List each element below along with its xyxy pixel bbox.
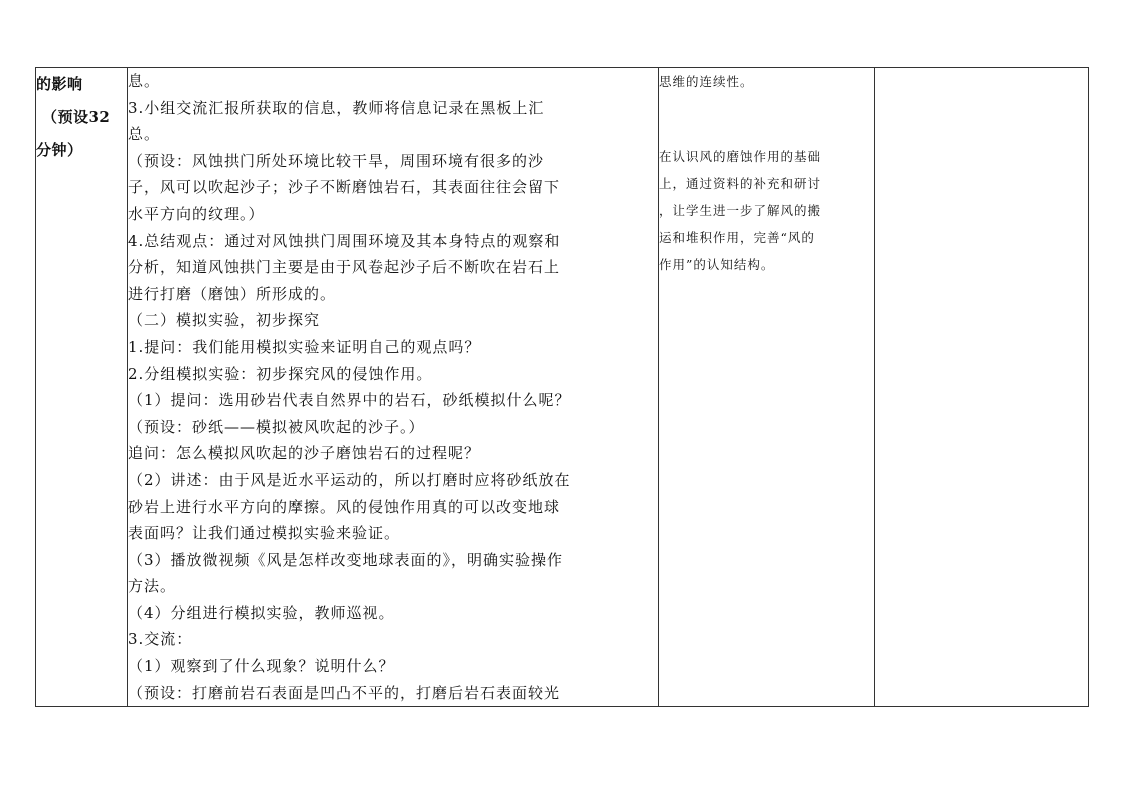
- process-line: 3.小组交流汇报所获取的信息，教师将信息记录在黑板上汇: [128, 98, 545, 117]
- stage-line: 的影响: [36, 75, 83, 93]
- stage-line: 分钟）: [36, 141, 83, 159]
- process-line: 子，风可以吹起沙子；沙子不断磨蚀岩石，其表面往往会留下: [128, 178, 561, 197]
- process-line: （1）观察到了什么现象？说明什么？: [128, 657, 395, 676]
- process-line: （4）分组进行模拟实验，教师巡视。: [128, 603, 395, 622]
- process-line: （预设：砂纸——模拟被风吹起的沙子。）: [128, 417, 425, 436]
- intent-line: 在认识风的磨蚀作用的基础: [659, 149, 822, 164]
- process-line: （1）提问：选用砂岩代表自然界中的岩石，砂纸模拟什么呢？: [128, 391, 571, 410]
- process-line: 方法。: [128, 577, 177, 596]
- process-line: 水平方向的纹理。）: [128, 204, 265, 223]
- process-line: （预设：打磨前岩石表面是凹凸不平的，打磨后岩石表面较光: [128, 683, 561, 702]
- process-line: 息。: [128, 72, 161, 90]
- process-line: 1.提问：我们能用模拟实验来证明自己的观点吗？: [128, 337, 481, 356]
- process-line: 砂岩上进行水平方向的摩擦。风的侵蚀作用真的可以改变地球: [128, 497, 561, 516]
- intent-line: ，让学生进一步了解风的搬: [659, 203, 822, 218]
- process-line: （2）讲述：由于风是近水平运动的，所以打磨时应将砂纸放在: [128, 470, 571, 489]
- process-line: 表面吗？让我们通过模拟实验来验证。: [128, 524, 401, 543]
- intent-line: 思维的连续性。: [659, 74, 754, 89]
- process-line: （3）播放微视频《风是怎样改变地球表面的》，明确实验操作: [128, 550, 564, 569]
- intent-line: 运和堆积作用，完善“风的: [659, 230, 815, 245]
- process-line: 总。: [128, 125, 161, 144]
- stage-line: （预设32: [42, 108, 111, 126]
- process-line: 进行打磨（磨蚀）所形成的。: [128, 284, 337, 303]
- stage-cell: [36, 68, 128, 707]
- process-line: 3.交流：: [128, 630, 193, 649]
- process-line: 2.分组模拟实验：初步探究风的侵蚀作用。: [128, 364, 433, 383]
- process-line: 追问：怎么模拟风吹起的沙子磨蚀岩石的过程呢？: [128, 444, 481, 463]
- intent-line: 作用”的认知结构。: [659, 257, 775, 272]
- lesson-plan-table: [35, 67, 1089, 707]
- process-line: （二）模拟实验，初步探究: [128, 311, 321, 330]
- process-line: （预设：风蚀拱门所处环境比较干旱，周围环境有很多的沙: [128, 151, 545, 170]
- notes-cell: [875, 68, 1089, 707]
- process-line: 4.总结观点：通过对风蚀拱门周围环境及其本身特点的观察和: [128, 231, 561, 250]
- design-intent-cell: [659, 68, 875, 707]
- intent-line: 上，通过资料的补充和研讨: [659, 176, 822, 191]
- process-line: 分析，知道风蚀拱门主要是由于风卷起沙子后不断吹在岩石上: [128, 258, 561, 277]
- table-row: [36, 68, 1089, 707]
- teaching-process-cell: [128, 68, 659, 707]
